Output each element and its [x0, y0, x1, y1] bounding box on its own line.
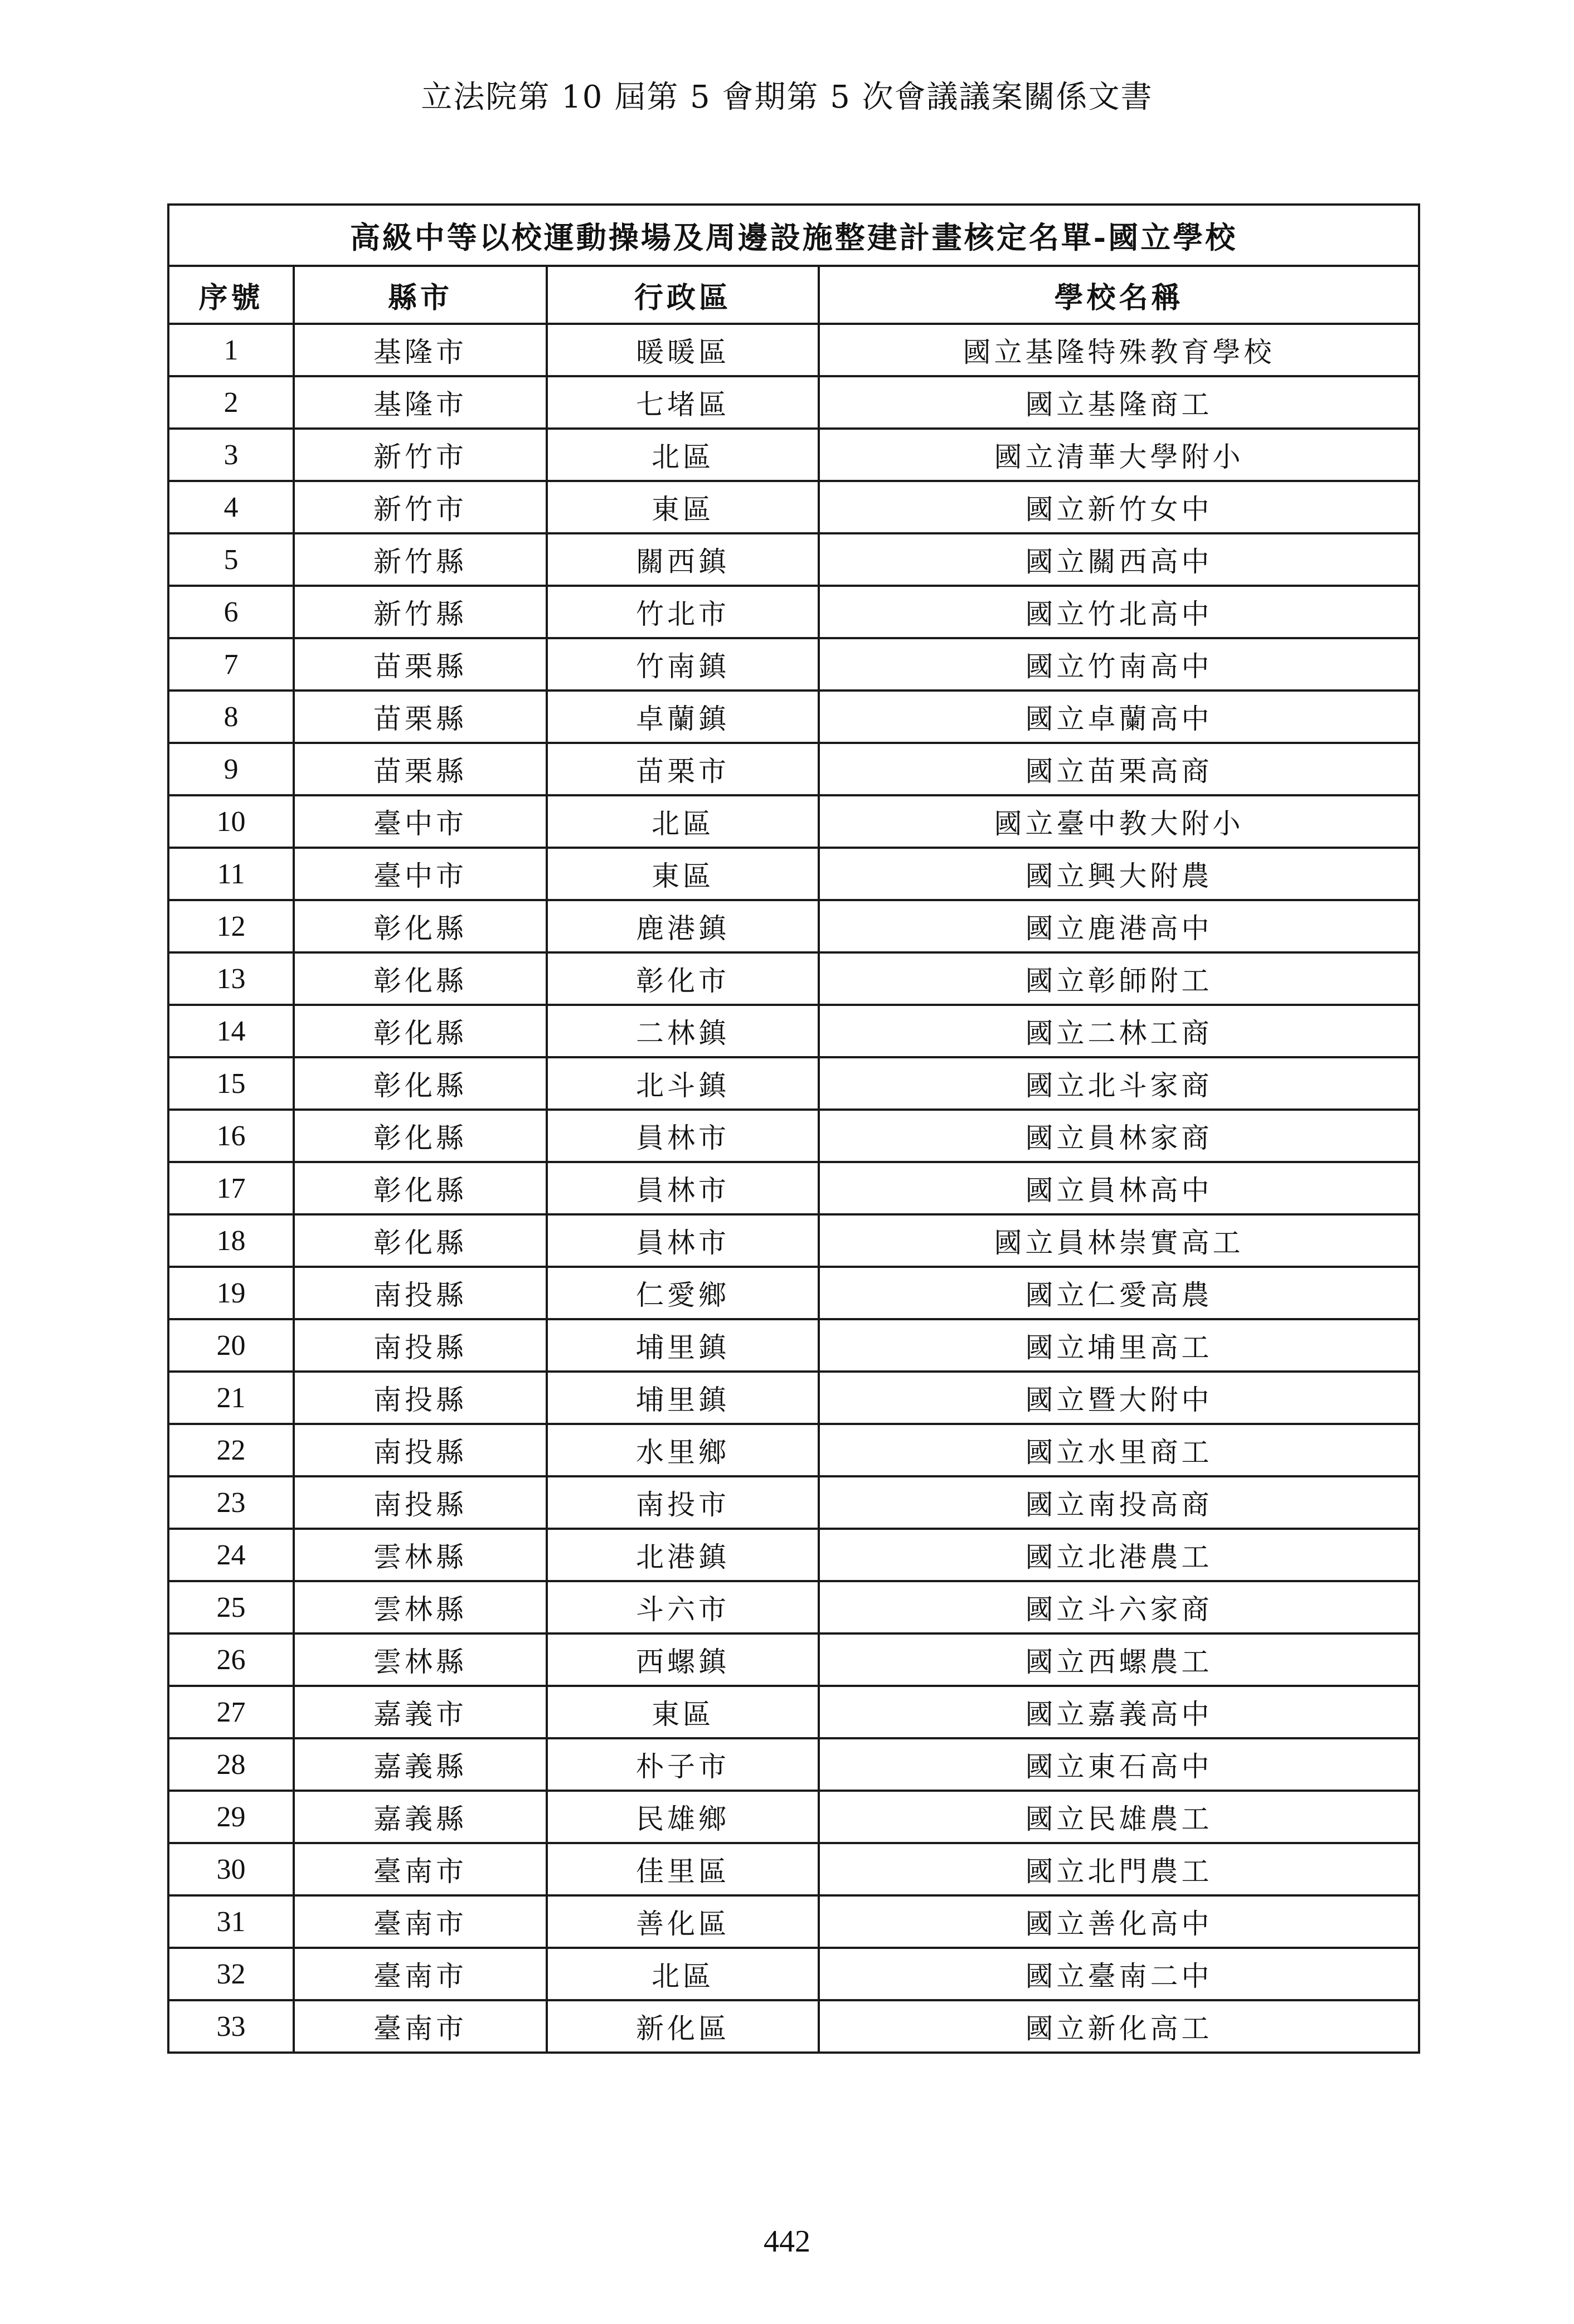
cell-number: 33 — [168, 2000, 294, 2053]
cell-number: 6 — [168, 586, 294, 638]
cell-city: 南投縣 — [294, 1319, 547, 1372]
cell-school-name: 國立關西高中 — [819, 533, 1419, 586]
page-number: 442 — [764, 2224, 810, 2259]
cell-number: 12 — [168, 900, 294, 952]
cell-city: 新竹縣 — [294, 586, 547, 638]
cell-number: 1 — [168, 324, 294, 376]
table-row — [168, 900, 1419, 952]
cell-school-name: 國立善化高中 — [819, 1895, 1419, 1948]
table-row — [168, 1738, 1419, 1791]
cell-city: 南投縣 — [294, 1267, 547, 1319]
cell-school-name: 國立苗栗高商 — [819, 743, 1419, 795]
cell-school-name: 國立竹南高中 — [819, 638, 1419, 691]
cell-number: 17 — [168, 1162, 294, 1214]
cell-school-name: 國立鹿港高中 — [819, 900, 1419, 952]
cell-city: 南投縣 — [294, 1476, 547, 1529]
table-row — [168, 2000, 1419, 2053]
cell-district: 關西鎮 — [547, 533, 819, 586]
table-row — [168, 1791, 1419, 1843]
cell-school-name: 國立清華大學附小 — [819, 429, 1419, 481]
cell-city: 彰化縣 — [294, 1214, 547, 1267]
cell-district: 七堵區 — [547, 376, 819, 429]
cell-city: 嘉義市 — [294, 1686, 547, 1738]
table-row — [168, 1372, 1419, 1424]
cell-number: 9 — [168, 743, 294, 795]
cell-district: 仁愛鄉 — [547, 1267, 819, 1319]
table-row — [168, 638, 1419, 691]
document-header: 立法院第 10 屆第 5 會期第 5 次會議議案關係文書 — [421, 79, 1153, 115]
cell-number: 31 — [168, 1895, 294, 1948]
table-row — [168, 1581, 1419, 1633]
cell-district: 二林鎮 — [547, 1005, 819, 1057]
cell-city: 雲林縣 — [294, 1581, 547, 1633]
cell-district: 斗六市 — [547, 1581, 819, 1633]
cell-district: 竹北市 — [547, 586, 819, 638]
table-row — [168, 1005, 1419, 1057]
cell-city: 雲林縣 — [294, 1633, 547, 1686]
cell-school-name: 國立北門農工 — [819, 1843, 1419, 1895]
cell-school-name: 國立嘉義高中 — [819, 1686, 1419, 1738]
cell-district: 卓蘭鎮 — [547, 691, 819, 743]
cell-city: 臺南市 — [294, 1895, 547, 1948]
cell-district: 暖暖區 — [547, 324, 819, 376]
table-row — [168, 1162, 1419, 1214]
cell-city: 苗栗縣 — [294, 743, 547, 795]
cell-number: 8 — [168, 691, 294, 743]
cell-city: 臺南市 — [294, 1843, 547, 1895]
table-row — [168, 1424, 1419, 1476]
cell-city: 彰化縣 — [294, 1005, 547, 1057]
cell-number: 13 — [168, 952, 294, 1005]
cell-number: 16 — [168, 1110, 294, 1162]
cell-district: 西螺鎮 — [547, 1633, 819, 1686]
cell-district: 北斗鎮 — [547, 1057, 819, 1110]
cell-district: 北區 — [547, 795, 819, 848]
cell-district: 南投市 — [547, 1476, 819, 1529]
cell-city: 嘉義縣 — [294, 1738, 547, 1791]
cell-district: 北區 — [547, 1948, 819, 2000]
table-title-row — [168, 205, 1419, 266]
table-row — [168, 795, 1419, 848]
cell-city: 雲林縣 — [294, 1529, 547, 1581]
cell-district: 東區 — [547, 1686, 819, 1738]
cell-district: 善化區 — [547, 1895, 819, 1948]
cell-district: 埔里鎮 — [547, 1319, 819, 1372]
cell-school-name: 國立西螺農工 — [819, 1633, 1419, 1686]
cell-school-name: 國立民雄農工 — [819, 1791, 1419, 1843]
cell-district: 北區 — [547, 429, 819, 481]
cell-city: 臺南市 — [294, 1948, 547, 2000]
cell-school-name: 國立臺南二中 — [819, 1948, 1419, 2000]
table-row — [168, 691, 1419, 743]
cell-district: 員林市 — [547, 1110, 819, 1162]
table-row — [168, 324, 1419, 376]
cell-number: 29 — [168, 1791, 294, 1843]
cell-district: 民雄鄉 — [547, 1791, 819, 1843]
cell-school-name: 國立竹北高中 — [819, 586, 1419, 638]
cell-school-name: 國立基隆特殊教育學校 — [819, 324, 1419, 376]
column-header-school: 學校名稱 — [819, 266, 1419, 324]
cell-city: 臺南市 — [294, 2000, 547, 2053]
table-row — [168, 743, 1419, 795]
cell-city: 彰化縣 — [294, 1057, 547, 1110]
cell-number: 28 — [168, 1738, 294, 1791]
table-header-row — [168, 266, 1419, 324]
cell-number: 24 — [168, 1529, 294, 1581]
cell-city: 彰化縣 — [294, 952, 547, 1005]
cell-city: 苗栗縣 — [294, 638, 547, 691]
table-row — [168, 1895, 1419, 1948]
cell-number: 10 — [168, 795, 294, 848]
cell-district: 北港鎮 — [547, 1529, 819, 1581]
table-row — [168, 1633, 1419, 1686]
table-row — [168, 1267, 1419, 1319]
school-list-table — [167, 203, 1420, 2054]
table-row — [168, 1319, 1419, 1372]
cell-city: 基隆市 — [294, 324, 547, 376]
cell-city: 南投縣 — [294, 1372, 547, 1424]
cell-district: 東區 — [547, 481, 819, 533]
cell-number: 3 — [168, 429, 294, 481]
table-row — [168, 1686, 1419, 1738]
cell-number: 19 — [168, 1267, 294, 1319]
cell-school-name: 國立新化高工 — [819, 2000, 1419, 2053]
cell-school-name: 國立東石高中 — [819, 1738, 1419, 1791]
table-row — [168, 1110, 1419, 1162]
cell-district: 水里鄉 — [547, 1424, 819, 1476]
cell-number: 14 — [168, 1005, 294, 1057]
cell-number: 4 — [168, 481, 294, 533]
cell-district: 新化區 — [547, 2000, 819, 2053]
table-row — [168, 1948, 1419, 2000]
cell-district: 竹南鎮 — [547, 638, 819, 691]
cell-city: 臺中市 — [294, 795, 547, 848]
cell-number: 7 — [168, 638, 294, 691]
cell-city: 新竹縣 — [294, 533, 547, 586]
cell-city: 新竹市 — [294, 481, 547, 533]
cell-school-name: 國立南投高商 — [819, 1476, 1419, 1529]
cell-district: 員林市 — [547, 1214, 819, 1267]
cell-city: 新竹市 — [294, 429, 547, 481]
table-row — [168, 952, 1419, 1005]
cell-city: 臺中市 — [294, 848, 547, 900]
cell-school-name: 國立暨大附中 — [819, 1372, 1419, 1424]
cell-school-name: 國立興大附農 — [819, 848, 1419, 900]
cell-city: 彰化縣 — [294, 900, 547, 952]
table-row — [168, 1529, 1419, 1581]
cell-school-name: 國立臺中教大附小 — [819, 795, 1419, 848]
cell-school-name: 國立水里商工 — [819, 1424, 1419, 1476]
cell-school-name: 國立基隆商工 — [819, 376, 1419, 429]
table-row — [168, 1214, 1419, 1267]
cell-school-name: 國立員林崇實高工 — [819, 1214, 1419, 1267]
column-header-number: 序號 — [168, 266, 294, 324]
cell-school-name: 國立彰師附工 — [819, 952, 1419, 1005]
cell-number: 27 — [168, 1686, 294, 1738]
cell-number: 32 — [168, 1948, 294, 2000]
cell-number: 11 — [168, 848, 294, 900]
cell-district: 東區 — [547, 848, 819, 900]
cell-city: 嘉義縣 — [294, 1791, 547, 1843]
cell-district: 員林市 — [547, 1162, 819, 1214]
cell-district: 朴子市 — [547, 1738, 819, 1791]
table-row — [168, 1843, 1419, 1895]
cell-city: 彰化縣 — [294, 1110, 547, 1162]
cell-school-name: 國立員林家商 — [819, 1110, 1419, 1162]
cell-district: 彰化市 — [547, 952, 819, 1005]
table-row — [168, 533, 1419, 586]
cell-district: 鹿港鎮 — [547, 900, 819, 952]
column-header-district: 行政區 — [547, 266, 819, 324]
cell-school-name: 國立埔里高工 — [819, 1319, 1419, 1372]
table-row — [168, 586, 1419, 638]
cell-number: 21 — [168, 1372, 294, 1424]
table-title: 高級中等以校運動操場及周邊設施整建計畫核定名單-國立學校 — [168, 205, 1419, 266]
cell-district: 苗栗市 — [547, 743, 819, 795]
cell-school-name: 國立北港農工 — [819, 1529, 1419, 1581]
cell-school-name: 國立北斗家商 — [819, 1057, 1419, 1110]
cell-city: 苗栗縣 — [294, 691, 547, 743]
cell-school-name: 國立二林工商 — [819, 1005, 1419, 1057]
cell-number: 23 — [168, 1476, 294, 1529]
cell-number: 15 — [168, 1057, 294, 1110]
table-row — [168, 1057, 1419, 1110]
table-row — [168, 376, 1419, 429]
cell-district: 佳里區 — [547, 1843, 819, 1895]
cell-city: 基隆市 — [294, 376, 547, 429]
table-row — [168, 848, 1419, 900]
cell-number: 26 — [168, 1633, 294, 1686]
table-row — [168, 481, 1419, 533]
cell-school-name: 國立卓蘭高中 — [819, 691, 1419, 743]
cell-number: 20 — [168, 1319, 294, 1372]
cell-school-name: 國立新竹女中 — [819, 481, 1419, 533]
table-row — [168, 429, 1419, 481]
cell-number: 30 — [168, 1843, 294, 1895]
column-header-city: 縣市 — [294, 266, 547, 324]
cell-district: 埔里鎮 — [547, 1372, 819, 1424]
cell-school-name: 國立員林高中 — [819, 1162, 1419, 1214]
table-body — [168, 324, 1419, 2053]
cell-city: 南投縣 — [294, 1424, 547, 1476]
cell-city: 彰化縣 — [294, 1162, 547, 1214]
cell-number: 18 — [168, 1214, 294, 1267]
cell-number: 2 — [168, 376, 294, 429]
cell-number: 25 — [168, 1581, 294, 1633]
cell-school-name: 國立斗六家商 — [819, 1581, 1419, 1633]
cell-number: 5 — [168, 533, 294, 586]
cell-school-name: 國立仁愛高農 — [819, 1267, 1419, 1319]
school-list-table-container — [167, 203, 1418, 2054]
table-row — [168, 1476, 1419, 1529]
cell-number: 22 — [168, 1424, 294, 1476]
